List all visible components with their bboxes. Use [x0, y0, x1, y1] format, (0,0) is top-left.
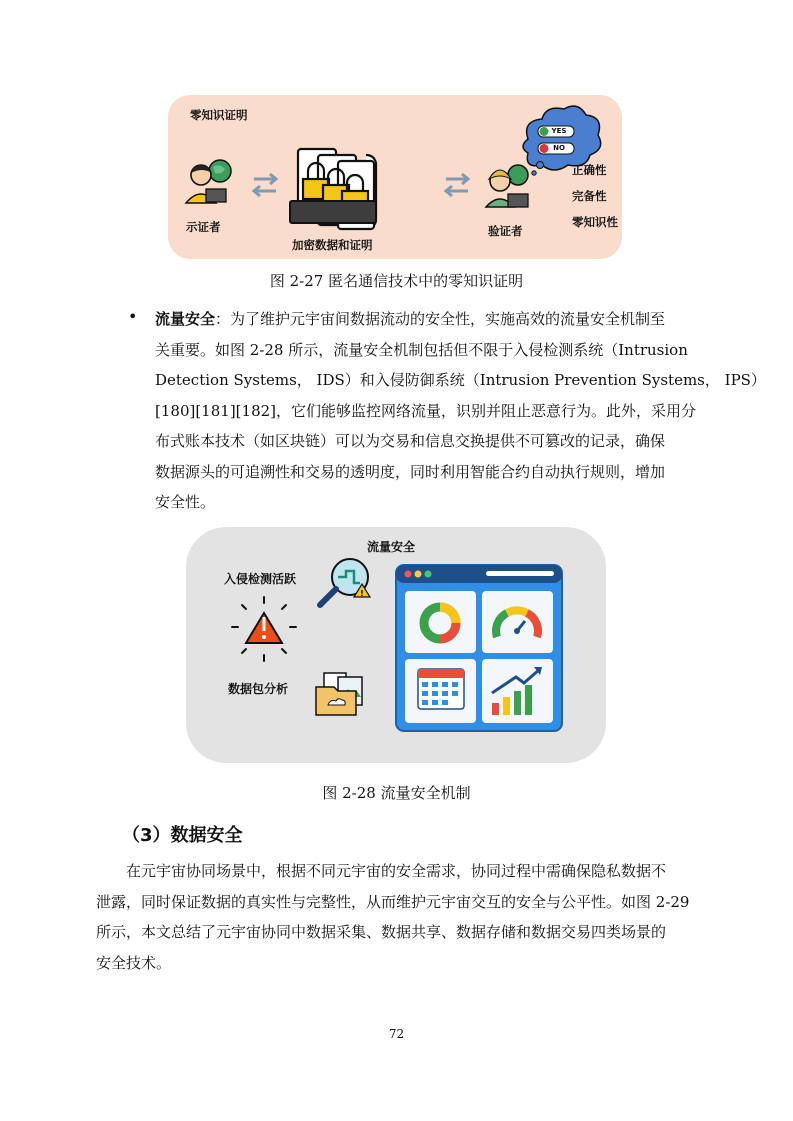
data-label: 加密数据和证明: [292, 238, 373, 252]
figure-caption: 图 2-28 流量安全机制: [322, 784, 471, 802]
packet-label: 数据包分析: [228, 682, 289, 696]
paragraph-line: 安全性。: [155, 493, 216, 511]
paragraph-line: 布式账本技术（如区块链）可以为交易和信息交换提供不可篡改的记录，确保: [155, 432, 666, 450]
bullet-marker: •: [128, 307, 138, 326]
encrypted-documents-icon: [290, 149, 376, 229]
paragraph-line: Detection Systems， IDS）和入侵防御系统（Intrusion Prevention Systems， IPS）: [155, 371, 766, 389]
verifier-label: 验证者: [488, 224, 523, 238]
security-dashboard-icon: [396, 565, 562, 731]
figure-traffic-security: [186, 527, 606, 763]
calendar-icon: [418, 669, 464, 709]
figure-title: 零知识证明: [190, 108, 248, 122]
paragraph-line: 关重要。如图 2-28 所示，流量安全机制包括但不限于入侵检测系统（Intrusion: [155, 340, 688, 359]
page-number: 72: [388, 1027, 405, 1041]
property-completeness: 完备性: [572, 189, 607, 203]
paragraph-line: 安全技术。: [96, 953, 172, 972]
paragraph-line: ：为了维护元宇宙间数据流动的安全性，实施高效的流量安全机制至: [215, 310, 666, 328]
yes-label: YES: [551, 127, 567, 135]
bullet-paragraph: [155, 304, 766, 518]
figure-caption: 图 2-27 匿名通信技术中的零知识证明: [269, 272, 524, 290]
bullet-term: 流量安全: [155, 310, 216, 328]
svg-text:!: !: [360, 589, 364, 598]
prover-label: 示证者: [186, 220, 221, 234]
no-label: NO: [553, 144, 565, 152]
paragraph-line: 在元宇宙协同场景中，根据不同元宇宙的安全需求，协同过程中需确保隐私数据不: [126, 862, 667, 880]
section-paragraph: [96, 856, 699, 978]
paragraph-line: [180][181][182]，它们能够监控网络流量，识别并阻止恶意行为。此外，采用分: [155, 401, 697, 420]
paragraph-line: 泄露，同时保证数据的真实性与完整性，从而维护元宇宙交互的安全与公平性。如图 2-29: [96, 892, 690, 911]
paragraph-line: 数据源头的可追溯性和交易的透明度，同时利用智能合约自动执行规则，增加: [155, 462, 666, 481]
property-zero-knowledge: 零知识性: [572, 215, 618, 229]
figure-title: 流量安全: [367, 540, 416, 554]
intrusion-label: 入侵检测活跃: [224, 572, 297, 586]
figure-zero-knowledge: [168, 95, 622, 259]
section-heading: （3）数据安全: [122, 825, 243, 846]
paragraph-line: 所示，本文总结了元宇宙协同中数据采集、数据共享、数据存储和数据交易四类场景的: [96, 923, 667, 941]
property-correctness: 正确性: [572, 163, 607, 177]
